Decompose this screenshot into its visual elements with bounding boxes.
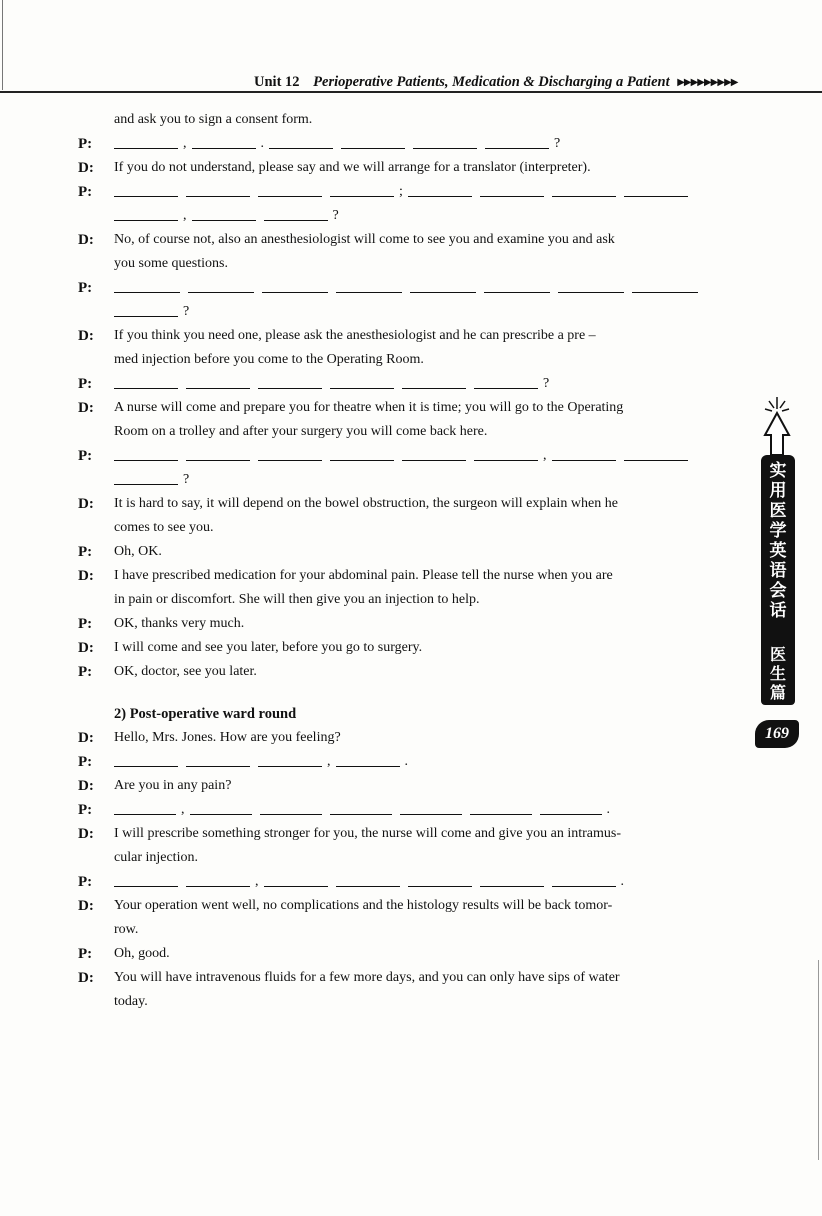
answer-blank[interactable] bbox=[330, 800, 392, 815]
line-text: cular injection. bbox=[114, 850, 198, 865]
line-text: I will prescribe something stronger for you, the nurse will come and give you an intramus- bbox=[114, 826, 621, 841]
fill-in-blanks bbox=[114, 300, 194, 324]
dialogue-line bbox=[78, 918, 738, 942]
doctor-line bbox=[78, 774, 738, 798]
side-tab bbox=[755, 395, 822, 755]
dialogue-line bbox=[78, 252, 738, 276]
doctor-line bbox=[78, 636, 738, 660]
answer-blank[interactable] bbox=[402, 374, 466, 389]
answer-blank[interactable] bbox=[186, 374, 250, 389]
fill-in-blanks bbox=[114, 444, 738, 468]
running-header bbox=[254, 72, 822, 92]
punct: ? bbox=[554, 136, 561, 151]
header-rule bbox=[0, 91, 822, 93]
line-text: OK, thanks very much. bbox=[114, 616, 245, 631]
answer-blank[interactable] bbox=[400, 800, 462, 815]
answer-blank[interactable] bbox=[540, 800, 602, 815]
punct: , bbox=[183, 136, 187, 151]
answer-blank[interactable] bbox=[258, 182, 322, 197]
answer-blank[interactable] bbox=[470, 800, 532, 815]
line-text: It is hard to say, it will depend on the bowel obstruction, the surgeon will explain when he bbox=[114, 496, 618, 511]
answer-blank[interactable] bbox=[336, 752, 400, 767]
answer-blank[interactable] bbox=[258, 374, 322, 389]
fill-in-blanks bbox=[114, 870, 738, 894]
answer-blank[interactable] bbox=[264, 206, 328, 221]
fill-in-blanks bbox=[114, 132, 738, 156]
right-edge-rule bbox=[818, 960, 819, 1160]
line-text: Oh, OK. bbox=[114, 544, 162, 559]
speaker-patient: P: bbox=[78, 754, 93, 770]
patient-blank-line bbox=[78, 180, 738, 204]
patient-blank-line bbox=[78, 870, 738, 894]
blank-continuation bbox=[78, 204, 738, 228]
answer-blank[interactable] bbox=[632, 278, 698, 293]
fill-in-blanks bbox=[114, 750, 738, 774]
answer-blank[interactable] bbox=[330, 446, 394, 461]
line-text: Your operation went well, no complications and the histology results will be back tomor- bbox=[114, 898, 613, 913]
answer-blank[interactable] bbox=[410, 278, 476, 293]
answer-blank[interactable] bbox=[186, 182, 250, 197]
doctor-line bbox=[78, 564, 738, 588]
answer-blank[interactable] bbox=[114, 752, 178, 767]
punct: , bbox=[255, 874, 259, 889]
speaker-doctor: D: bbox=[78, 400, 94, 416]
speaker-patient: P: bbox=[78, 946, 93, 962]
punct: . bbox=[260, 136, 264, 151]
doctor-line bbox=[78, 822, 738, 846]
patient-blank-line bbox=[78, 372, 738, 396]
speaker-doctor: D: bbox=[78, 568, 94, 584]
header-arrows: ▶▶▶▶▶▶▶▶▶ bbox=[677, 77, 738, 88]
speaker-patient: P: bbox=[78, 664, 93, 680]
answer-blank[interactable] bbox=[552, 182, 616, 197]
line-text: Oh, good. bbox=[114, 946, 170, 961]
answer-blank[interactable] bbox=[624, 182, 688, 197]
dialogue-line bbox=[78, 588, 738, 612]
answer-blank[interactable] bbox=[114, 470, 178, 485]
punct: ? bbox=[543, 376, 550, 391]
patient-line bbox=[78, 612, 738, 636]
answer-blank[interactable] bbox=[402, 446, 466, 461]
volume-label: 医生篇 bbox=[769, 645, 786, 702]
unit-label: Unit 12 bbox=[254, 74, 300, 90]
line-text: If you think you need one, please ask the anesthesiologist and he can prescribe a pre – bbox=[114, 328, 596, 343]
answer-blank[interactable] bbox=[552, 872, 616, 887]
line-text: row. bbox=[114, 922, 139, 937]
answer-blank[interactable] bbox=[192, 134, 256, 149]
speaker-patient: P: bbox=[78, 136, 93, 152]
answer-blank[interactable] bbox=[114, 278, 180, 293]
answer-blank[interactable] bbox=[484, 278, 550, 293]
answer-blank[interactable] bbox=[186, 446, 250, 461]
answer-blank[interactable] bbox=[408, 182, 472, 197]
doctor-line bbox=[78, 228, 738, 252]
speaker-doctor: D: bbox=[78, 826, 94, 842]
chapter-title: Perioperative Patients, Medication & Discharging a Patient bbox=[313, 74, 670, 90]
answer-blank[interactable] bbox=[188, 278, 254, 293]
line-text: No, of course not, also an anesthesiologist will come to see you and examine you and ask bbox=[114, 232, 615, 247]
patient-line bbox=[78, 540, 738, 564]
blank-continuation bbox=[78, 300, 738, 324]
section-heading: 2) Post-operative ward round bbox=[114, 706, 297, 722]
punct: ; bbox=[399, 184, 403, 199]
answer-blank[interactable] bbox=[624, 446, 688, 461]
answer-blank[interactable] bbox=[558, 278, 624, 293]
answer-blank[interactable] bbox=[408, 872, 472, 887]
line-text: in pain or discomfort. She will then give you an injection to help. bbox=[114, 592, 480, 607]
punct: , bbox=[543, 448, 547, 463]
line-text: Room on a trolley and after your surgery you will come back here. bbox=[114, 424, 488, 439]
punct: . bbox=[404, 754, 408, 769]
answer-blank[interactable] bbox=[114, 302, 178, 317]
speaker-doctor: D: bbox=[78, 640, 94, 656]
dialogue-line bbox=[78, 846, 738, 870]
doctor-line bbox=[78, 156, 738, 180]
dialogue-line bbox=[78, 108, 738, 132]
line-text: I will come and see you later, before you go to surgery. bbox=[114, 640, 423, 655]
line-text: you some questions. bbox=[114, 256, 228, 271]
line-text: If you do not understand, please say and we will arrange for a translator (interpreter). bbox=[114, 160, 591, 175]
answer-blank[interactable] bbox=[114, 374, 178, 389]
fill-in-blanks bbox=[114, 372, 738, 396]
speaker-doctor: D: bbox=[78, 730, 94, 746]
speaker-doctor: D: bbox=[78, 328, 94, 344]
patient-blank-line bbox=[78, 798, 738, 822]
doctor-line bbox=[78, 966, 738, 990]
line-text: and ask you to sign a consent form. bbox=[114, 112, 313, 127]
book-title-vertical: 实用医学英语会话 bbox=[769, 461, 787, 621]
punct: ? bbox=[332, 208, 339, 223]
patient-blank-line bbox=[78, 750, 738, 774]
answer-blank[interactable] bbox=[480, 182, 544, 197]
doctor-line bbox=[78, 396, 738, 420]
answer-blank[interactable] bbox=[262, 278, 328, 293]
answer-blank[interactable] bbox=[336, 278, 402, 293]
line-text: Hello, Mrs. Jones. How are you feeling? bbox=[114, 730, 341, 745]
punct: , bbox=[181, 802, 185, 817]
speaker-patient: P: bbox=[78, 802, 93, 818]
answer-blank[interactable] bbox=[474, 374, 538, 389]
answer-blank[interactable] bbox=[260, 800, 322, 815]
answer-blank[interactable] bbox=[190, 800, 252, 815]
speaker-doctor: D: bbox=[78, 778, 94, 794]
line-text: You will have intravenous fluids for a few more days, and you can only have sips of water bbox=[114, 970, 620, 985]
fill-in-blanks bbox=[114, 180, 738, 204]
dialogue-line bbox=[78, 516, 738, 540]
answer-blank[interactable] bbox=[114, 800, 176, 815]
fill-in-blanks bbox=[114, 468, 194, 492]
line-text: today. bbox=[114, 994, 148, 1009]
blank-continuation bbox=[78, 468, 738, 492]
line-text: A nurse will come and prepare you for theatre when it is time; you will go to the Operating bbox=[114, 400, 624, 415]
punct: ? bbox=[183, 472, 190, 487]
answer-blank[interactable] bbox=[264, 872, 328, 887]
line-text: med injection before you come to the Operating Room. bbox=[114, 352, 424, 367]
dialogue-line bbox=[78, 348, 738, 372]
line-text: Are you in any pain? bbox=[114, 778, 232, 793]
doctor-line bbox=[78, 726, 738, 750]
answer-blank[interactable] bbox=[480, 872, 544, 887]
answer-blank[interactable] bbox=[114, 206, 178, 221]
patient-line bbox=[78, 942, 738, 966]
fill-in-blanks bbox=[114, 204, 344, 228]
answer-blank[interactable] bbox=[258, 752, 322, 767]
punct: . bbox=[620, 874, 624, 889]
speaker-doctor: D: bbox=[78, 970, 94, 986]
speaker-patient: P: bbox=[78, 616, 93, 632]
patient-blank-line bbox=[78, 132, 738, 156]
dialogue-line bbox=[78, 420, 738, 444]
page-number: 169 bbox=[755, 720, 799, 748]
answer-blank[interactable] bbox=[336, 872, 400, 887]
answer-blank[interactable] bbox=[186, 872, 250, 887]
line-text: I have prescribed medication for your abdominal pain. Please tell the nurse when you are bbox=[114, 568, 613, 583]
speaker-patient: P: bbox=[78, 280, 93, 296]
answer-blank[interactable] bbox=[114, 134, 178, 149]
speaker-patient: P: bbox=[78, 544, 93, 560]
fill-in-blanks bbox=[114, 798, 738, 822]
dialogue-line bbox=[78, 990, 738, 1014]
speaker-doctor: D: bbox=[78, 232, 94, 248]
answer-blank[interactable] bbox=[330, 182, 394, 197]
line-text: OK, doctor, see you later. bbox=[114, 664, 257, 679]
speaker-patient: P: bbox=[78, 184, 93, 200]
speaker-doctor: D: bbox=[78, 496, 94, 512]
answer-blank[interactable] bbox=[330, 374, 394, 389]
doctor-line bbox=[78, 492, 738, 516]
doctor-line bbox=[78, 894, 738, 918]
answer-blank[interactable] bbox=[474, 446, 538, 461]
punct: , bbox=[327, 754, 331, 769]
speaker-patient: P: bbox=[78, 448, 93, 464]
left-edge-rule bbox=[2, 0, 3, 90]
speaker-patient: P: bbox=[78, 376, 93, 392]
answer-blank[interactable] bbox=[485, 134, 549, 149]
speaker-patient: P: bbox=[78, 874, 93, 890]
punct: ? bbox=[183, 304, 190, 319]
answer-blank[interactable] bbox=[114, 872, 178, 887]
line-text: comes to see you. bbox=[114, 520, 214, 535]
answer-blank[interactable] bbox=[192, 206, 256, 221]
speaker-doctor: D: bbox=[78, 160, 94, 176]
answer-blank[interactable] bbox=[413, 134, 477, 149]
fill-in-blanks bbox=[114, 276, 738, 300]
speaker-doctor: D: bbox=[78, 898, 94, 914]
patient-blank-line bbox=[78, 444, 738, 468]
patient-blank-line bbox=[78, 276, 738, 300]
answer-blank[interactable] bbox=[552, 446, 616, 461]
answer-blank[interactable] bbox=[258, 446, 322, 461]
answer-blank[interactable] bbox=[114, 446, 178, 461]
patient-line bbox=[78, 660, 738, 684]
spark-arrow-icon bbox=[757, 395, 797, 455]
punct: , bbox=[183, 208, 187, 223]
answer-blank[interactable] bbox=[269, 134, 333, 149]
answer-blank[interactable] bbox=[114, 182, 178, 197]
answer-blank[interactable] bbox=[341, 134, 405, 149]
punct: . bbox=[606, 802, 610, 817]
answer-blank[interactable] bbox=[186, 752, 250, 767]
dialogue bbox=[78, 108, 738, 1014]
doctor-line bbox=[78, 324, 738, 348]
